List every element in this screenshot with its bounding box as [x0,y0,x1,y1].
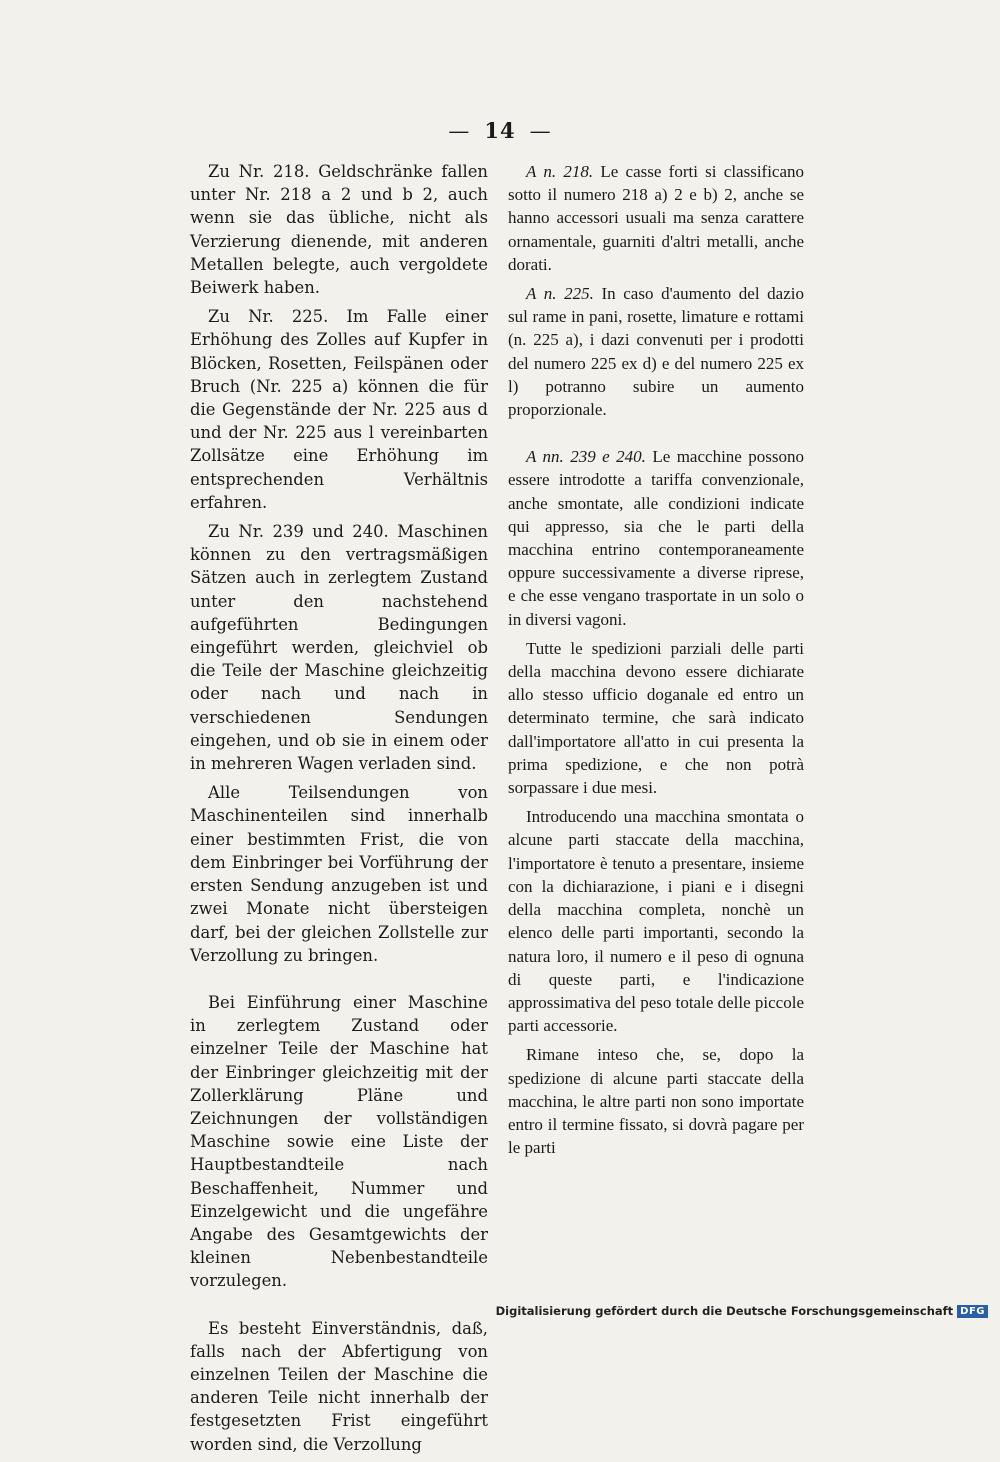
italian-paragraph-spedizioni: Tutte le spedizioni parziali delle parti della macchina devono essere dichiarate allo stesso ufficio doganale ed entro un determinato termine, che sarà indicato dall'importatore all'atto in cui presenta la prima spedizione, e che non potrà sorpassare i due mesi. [508,638,804,798]
page-number [0,118,1000,143]
german-paragraph-einfuehrung: Bei Einführung einer Maschine in zerlegtem Zustand oder einzelner Teile der Maschine hat der Einbringer gleichzeitig mit der Zollerklärung Pläne und Zeichnungen der vollständigen Maschine sowie eine Liste der Hauptbestandteile nach Beschaffenheit, Nummer und Einzelgewicht und die ungefähre Angabe des Gesamtgewichts der kleinen Nebenbestandteile vorzulegen. [190,992,488,1291]
german-paragraph-einverstaendnis: Es besteht Einverständnis, daß, falls nach der Abfertigung von einzelnen Teilen der Maschine die anderen Teile nicht innerhalb der festgesetzten Frist eingeführt worden sind, die Verzollung [190,1318,488,1454]
italian-lead-239-240: A nn. 239 e 240. [526,447,646,467]
italian-paragraph-rimane: Rimane inteso che, se, dopo la spedizione di alcune parti staccate della macchina, le altre parti non sono importate entro il termine fissato, si dovrà pagare per le parti [508,1045,804,1158]
italian-text-239-240: Le macchine possono essere introdotte a tariffa convenzionale, anche smontate, alle condizioni indicate qui appresso, sia che le parti della macchina entrino contemporaneamente oppure successivamente a diverse riprese, e che esse vengano trasportate in un solo o in diversi vagoni. [508,447,805,629]
italian-text-218: Le casse forti si classificano sotto il numero 218 a) 2 e b) 2, anche se hanno accessori usuali ma senza carattere ornamentale, guarniti d'altri metalli, anche dorati. [508,162,805,274]
italian-paragraph-introducendo: Introducendo una macchina smontata o alcune parti staccate della macchina, l'importatore è tenuto a presentare, insieme con la dichiarazione, i piani e i disegni della macchina completa, nonchè un elenco delle parti importanti, secondo la natura loro, il numero e il peso di ognuna di queste parti, e l'indicazione approssimativa del peso totale delle piccole parti accessorie. [508,807,804,1036]
german-column [190,160,488,1462]
italian-paragraph-225 [508,282,804,421]
italian-lead-218: A n. 218. [526,162,594,181]
german-paragraph-225: Zu Nr. 225. Im Falle einer Erhöhung des Zolles auf Kupfer in Blöcken, Rosetten, Feilspänen oder Bruch (Nr. 225 a) können die für die Gegenstände der Nr. 225 aus d und der Nr. 225 aus l vereinbarten Zollsätze eine Erhöhung im entsprechenden Verhältnis erfahren. [190,307,488,512]
footer-text: Digitalisierung gefördert durch die Deutsche Forschungsgemeinschaft [495,1304,954,1318]
italian-paragraph-239-240 [508,445,804,631]
german-paragraph-239-240: Zu Nr. 239 und 240. Maschinen können zu den vertragsmäßigen Sätzen auch in zerlegtem Zustand unter den nachstehend aufgeführten Bedingungen eingeführt werden, gleichviel ob die Teile der Maschine gleichzeitig oder nach und nach in verschiedenen Sendungen eingehen, und ob sie in einem oder in mehreren Wagen verladen sind. [190,522,488,774]
german-paragraph-218: Zu Nr. 218. Geldschränke fallen unter Nr. 218 a 2 und b 2, auch wenn sie das übliche, nicht als Verzierung dienende, mit anderen Metallen belegte, auch vergoldete Beiwerk haben. [190,162,488,298]
page-number-dash-left: — [448,119,471,143]
page-number-value: 14 [484,118,516,143]
italian-lead-225: A n. 225. [526,284,594,304]
dfg-logo: DFG [957,1305,988,1318]
italian-text-225: In caso d'aumento del dazio sul rame in pani, rosette, limature e rottami (n. 225 a), i dazi convenuti per i prodotti del numero 225 ex d) e del numero 225 ex l) potranno subire un aumento proporzionale. [508,284,804,420]
italian-column [508,160,804,1165]
german-paragraph-teilsendungen: Alle Teilsendungen von Maschinenteilen sind innerhalb einer bestimmten Frist, die von dem Einbringer bei Vorführung der ersten Sendung anzugeben ist und zwei Monate nicht übersteigen darf, bei der gleichen Zollstelle zur Verzollung zu bringen. [190,783,488,965]
page-number-dash-right: — [529,119,552,143]
italian-paragraph-218 [508,160,804,276]
digitization-footer [496,1304,988,1318]
